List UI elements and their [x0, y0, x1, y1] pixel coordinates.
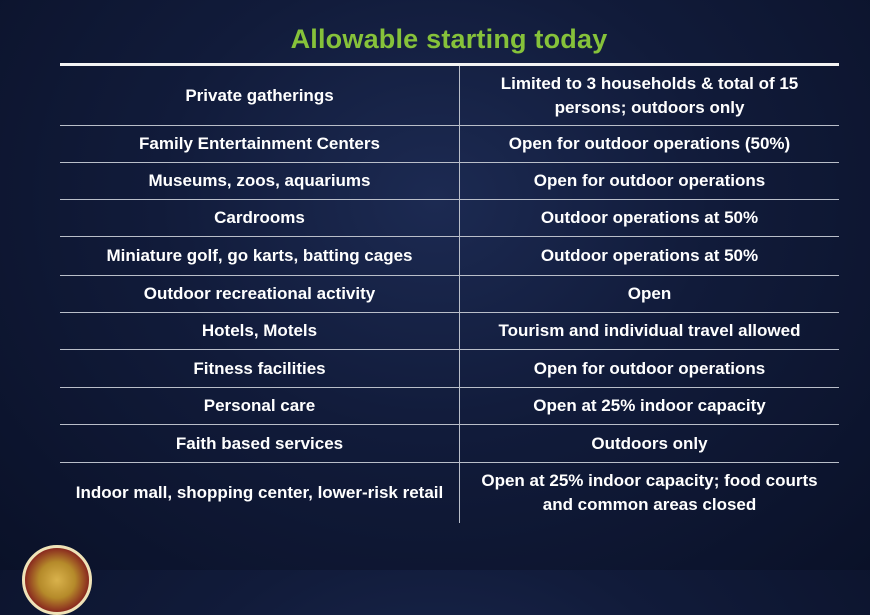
status-cell: Tourism and individual travel allowed: [498, 321, 801, 340]
table-row: [60, 163, 839, 200]
footer-text-left: [130, 556, 300, 576]
status-cell: Open for outdoor operations (50%): [508, 134, 791, 153]
activity-cell: Fitness facilities: [60, 350, 460, 387]
activity-cell: Outdoor recreational activity: [60, 276, 460, 312]
activity-cell: Indoor mall, shopping center, lower-risk retail: [60, 463, 460, 523]
table-row: [60, 66, 839, 126]
footer-date: [664, 556, 864, 576]
reopening-table: [60, 66, 839, 523]
table-row: [60, 388, 839, 425]
table-row: [60, 126, 839, 163]
activity-cell: Hotels, Motels: [60, 313, 460, 349]
activity-cell: Museums, zoos, aquariums: [60, 163, 460, 199]
table-row: [60, 200, 839, 237]
table-row: [60, 276, 839, 313]
slide-title: Allowable starting today: [290, 24, 608, 54]
table-row: [60, 313, 839, 350]
county-seal-logo: [22, 545, 92, 615]
status-cell: Outdoor operations at 50%: [540, 208, 759, 227]
status-cell: Open at 25% indoor capacity; food courts and common areas closed: [481, 471, 818, 514]
table-row: [60, 463, 839, 523]
activity-cell: Private gatherings: [60, 66, 460, 125]
table-row: [60, 425, 839, 463]
activity-cell: Miniature golf, go karts, batting cages: [60, 237, 460, 275]
activity-cell: Cardrooms: [60, 200, 460, 236]
table-row: [60, 237, 839, 276]
status-cell: Open for outdoor operations: [533, 171, 766, 190]
status-cell: Outdoors only: [591, 433, 708, 453]
activity-cell: Family Entertainment Centers: [60, 126, 460, 162]
status-cell: Open: [627, 284, 672, 303]
status-cell: Outdoor operations at 50%: [540, 246, 759, 265]
activity-cell: Faith based services: [60, 425, 460, 462]
table-row: [60, 350, 839, 388]
status-cell: Open for outdoor operations: [533, 358, 766, 378]
status-cell: Open at 25% indoor capacity: [533, 396, 766, 415]
activity-cell: Personal care: [60, 388, 460, 424]
status-cell: Limited to 3 households & total of 15 persons; outdoors only: [500, 73, 799, 117]
